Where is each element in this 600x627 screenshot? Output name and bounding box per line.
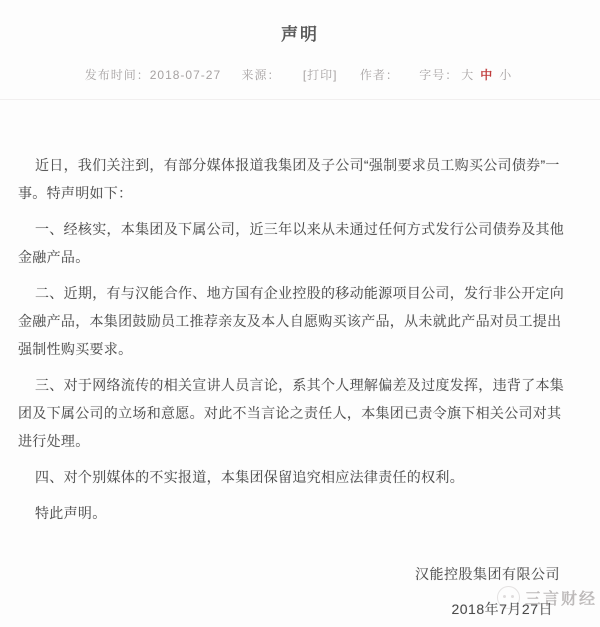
publish-time-label: 发布时间： [84, 68, 150, 82]
page-title: 声明 [281, 25, 319, 44]
paragraph-item-4: 四、对个别媒体的不实报道，本集团保留追究相应法律责任的权利。 [35, 469, 464, 485]
paragraph-item-3: 三、对于网络流传的相关宣讲人员言论，系其个人理解偏差及过度发挥，违背了本集团及下属公司的立场和意愿。对此不当言论之责任人，本集团已责令旗下相关公司对其进行处理。 [18, 377, 565, 449]
fontsize-large-button[interactable]: 大 [461, 68, 475, 82]
article-meta-bar [0, 66, 600, 83]
watermark-text: 三言财经 [524, 591, 597, 608]
statement-body [0, 100, 600, 527]
publish-time-value: 2018-07-27 [149, 68, 222, 82]
author-label: 作者： [359, 68, 399, 82]
paragraph-intro: 近日，我们关注到，有部分媒体报道我集团及子公司“强制要求员工购买公司债券”一事。特声明如下： [18, 157, 560, 201]
fontsize-medium-button[interactable]: 中 [480, 68, 494, 82]
print-button[interactable]: [打印] [302, 68, 338, 82]
company-signature: 汉能控股集团有限公司 [415, 566, 560, 582]
paragraph-item-1: 一、经核实，本集团及下属公司，近三年以来从未通过任何方式发行公司债券及其他金融产品。 [18, 221, 565, 265]
fontsize-label: 字号： [419, 68, 459, 82]
publish-time [85, 68, 221, 82]
paragraph-closing: 特此声明。 [35, 505, 107, 521]
statement-date: 2018年7月27日 [451, 601, 553, 617]
source-label: 来源： [241, 68, 281, 82]
fontsize-control [419, 68, 515, 82]
fontsize-small-button[interactable]: 小 [499, 68, 513, 82]
paragraph-item-2: 二、近期，有与汉能合作、地方国有企业控股的移动能源项目公司，发行非公开定向金融产品，本集团鼓励员工推荐亲友及本人自愿购买该产品，从未就此产品对员工提出强制性购买要求。 [18, 285, 565, 357]
